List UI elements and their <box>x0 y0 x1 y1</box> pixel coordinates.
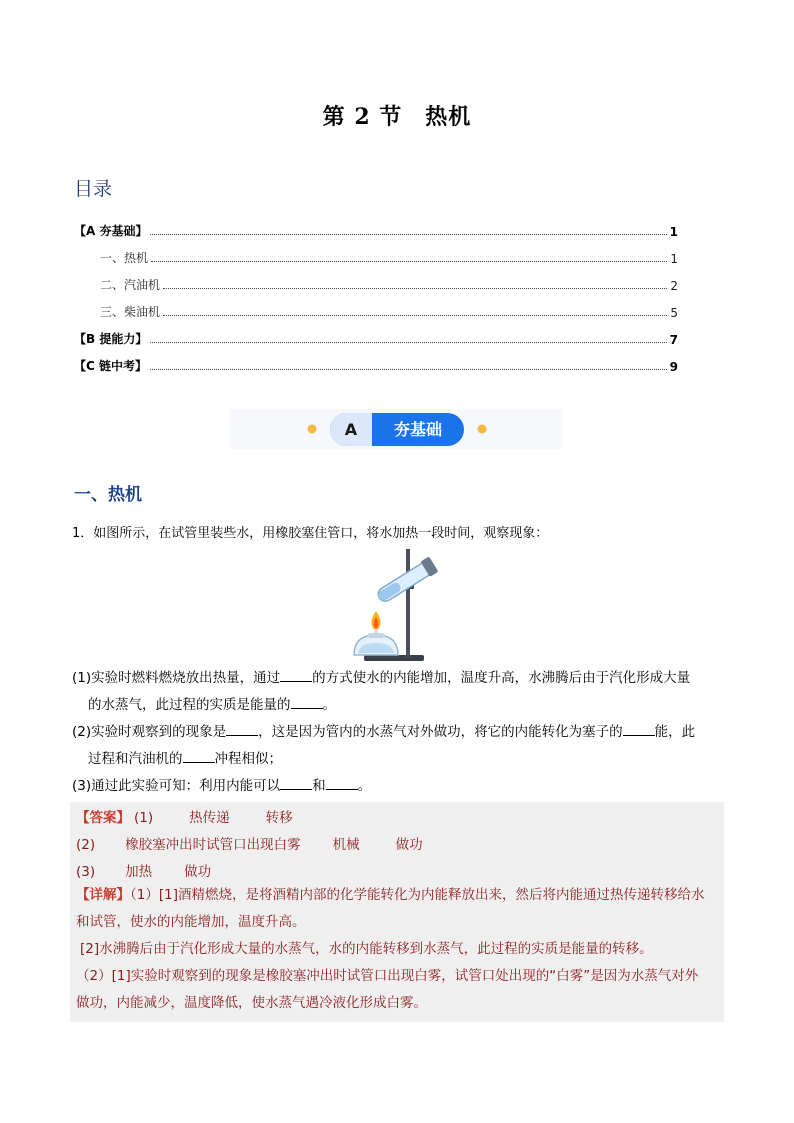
toc-entry-label: 二、汽油机 <box>100 278 161 292</box>
text-run: 冲程相似； <box>214 751 282 767</box>
toc-entry-page: 7 <box>669 333 678 347</box>
toc-leader-dots <box>150 234 666 235</box>
toc-entry-page: 5 <box>670 306 678 320</box>
answer-value: 做功 <box>184 864 212 880</box>
answer-value: 加热 <box>125 864 153 880</box>
toc-entry-label: 一、热机 <box>100 251 149 265</box>
text-run: (2)实验时观察到的现象是 <box>72 724 227 740</box>
toc-entry-qiyouji[interactable] <box>74 266 678 293</box>
toc-heading: 目录 <box>74 178 113 200</box>
answer-blank[interactable] <box>183 748 215 763</box>
text-run: 能，此 <box>654 724 696 740</box>
answer-blank[interactable] <box>280 775 312 790</box>
answer-line-2 <box>76 833 423 853</box>
text-run: (1)实验时燃料燃烧放出热量，通过 <box>72 670 281 686</box>
text-run: 。 <box>357 778 372 794</box>
toc-leader-dots <box>163 288 667 289</box>
section-heading: 一、热机 <box>74 485 142 505</box>
table-of-contents <box>74 212 678 374</box>
experiment-figure <box>340 545 440 665</box>
iron-stand-icon <box>364 655 424 661</box>
toc-leader-dots <box>151 261 667 262</box>
section-banner <box>230 404 562 454</box>
answer-blank[interactable] <box>226 721 258 736</box>
detail-line: 做功，内能减少，温度降低，使水蒸气遇冷液化形成白雾。 <box>76 995 427 1011</box>
toc-entry-reji[interactable] <box>74 239 678 266</box>
banner-text: 夯基础 <box>393 420 443 439</box>
answer-blank[interactable] <box>291 694 323 709</box>
text-run: 的方式使水的内能增加，温度升高，水沸腾后由于汽化形成大量 <box>312 670 691 686</box>
text-run: ，这是因为管内的水蒸气对外做功，将它的内能转化为塞子的 <box>258 724 623 740</box>
toc-entry-page: 1 <box>669 225 678 239</box>
answer-value: 机械 <box>332 837 360 853</box>
toc-entry-chaiyouji[interactable] <box>74 293 678 320</box>
toc-leader-dots <box>150 342 666 343</box>
toc-entry-label: 【B 提能力】 <box>74 332 148 346</box>
text-run: (3)通过此实验可知：利用内能可以 <box>72 778 281 794</box>
text-run: 和 <box>312 778 326 794</box>
answer-blank[interactable] <box>326 775 358 790</box>
answer-tag: 【答案】 <box>76 810 130 826</box>
text-run: 。 <box>322 697 336 713</box>
answer-value: 转移 <box>265 810 293 826</box>
question-stem: 1．如图所示，在试管里装些水，用橡胶塞住管口，将水加热一段时间，观察现象： <box>72 526 549 541</box>
toc-entry-b[interactable] <box>74 320 678 347</box>
page-title: 第 2 节 热机 <box>322 104 472 130</box>
answer-line-3 <box>76 860 211 880</box>
text-run: 的水蒸气，此过程的实质是能量的 <box>88 697 291 713</box>
banner-letter: A <box>344 420 358 439</box>
answer-blank[interactable] <box>280 667 312 682</box>
toc-entry-page: 9 <box>669 360 678 374</box>
answer-value: 热传递 <box>189 810 230 826</box>
banner-dot-right <box>478 425 487 434</box>
question-part-3 <box>72 773 722 800</box>
toc-entry-page: 1 <box>670 252 678 266</box>
toc-entry-label: 【C 链中考】 <box>74 359 147 373</box>
answer-line-1 <box>76 806 293 826</box>
detail-line: （1）[1]酒精燃烧，是将酒精内部的化学能转化为内能释放出来，然后将内能通过热传递转移给水 <box>130 887 705 903</box>
answer-part-number: (2) <box>76 837 96 853</box>
banner-dot-left <box>308 425 317 434</box>
experiment-illustration <box>340 545 440 665</box>
detail-line: （2）[1]实验时观察到的现象是橡胶塞冲出时试管口出现白雾，试管口处出现的“白雾”是因为水蒸气对外 <box>76 968 699 984</box>
question-part-1 <box>72 665 722 719</box>
answer-value: 橡胶塞冲出时试管口出现白雾 <box>125 837 301 853</box>
toc-entry-label: 【A 夯基础】 <box>74 224 148 238</box>
text-run: 过程和汽油机的 <box>88 751 183 767</box>
toc-entry-label: 三、柴油机 <box>100 305 161 319</box>
detail-line: [2]水沸腾后由于汽化形成大量的水蒸气，水的内能转移到水蒸气，此过程的实质是能量的转移。 <box>80 941 653 957</box>
section-banner-graphic <box>230 404 562 454</box>
answer-part-number: (3) <box>76 864 96 880</box>
toc-leader-dots <box>150 369 667 370</box>
detail-line: 和试管，使水的内能增加，温度升高。 <box>76 914 306 930</box>
question-part-2 <box>72 719 722 773</box>
answer-value: 做功 <box>395 837 423 853</box>
detail-explanation <box>76 882 720 1017</box>
toc-entry-page: 2 <box>670 279 678 293</box>
answer-part-number: (1) <box>134 810 154 826</box>
answer-blank[interactable] <box>623 721 655 736</box>
toc-entry-a[interactable] <box>74 212 678 239</box>
toc-leader-dots <box>163 315 667 316</box>
detail-tag: 【详解】 <box>76 887 130 903</box>
toc-entry-c[interactable] <box>74 347 678 374</box>
